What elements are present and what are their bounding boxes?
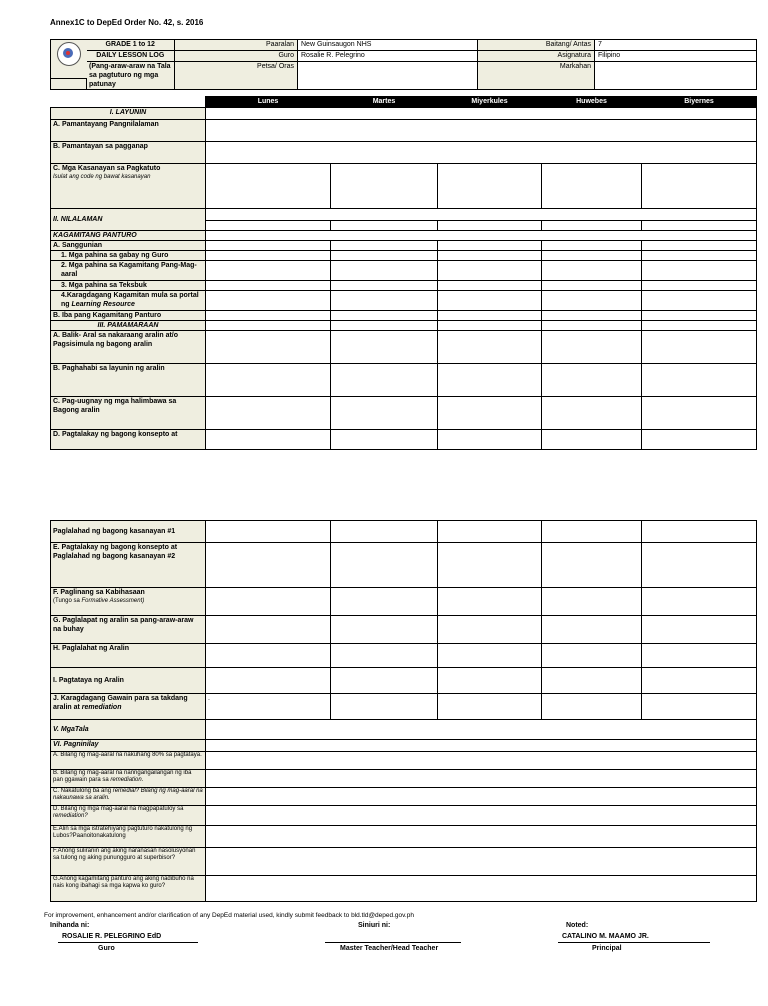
row-label: J. Karagdagang Gawain para sa takdang aralin at remediation (51, 694, 206, 720)
entry-cell[interactable] (542, 543, 642, 588)
section-pamamaraan: III. PAMAMARAAN (51, 321, 206, 331)
entry-cell[interactable] (206, 876, 757, 902)
entry-cell[interactable] (542, 321, 642, 331)
entry-cell[interactable] (206, 321, 331, 331)
row-label: B. Paghahabi sa layunin ng aralin (51, 364, 206, 397)
row-label: C. Pag-uugnay ng mga halimbawa sa Bagong aralin (51, 397, 206, 430)
entry-cell[interactable] (331, 521, 438, 543)
row-label: A. Sanggunian (51, 241, 206, 251)
section-mga-tala: V. MgaTala (51, 720, 206, 740)
row-label: B. Iba pang Kagamitang Panturo (51, 311, 206, 321)
row-label: B. Pamantayan sa pagganap (51, 142, 206, 164)
row-label: 2. Mga pahina sa Kagamitang Pang-Mag-aaral (51, 261, 206, 281)
entry-cell[interactable] (542, 164, 642, 209)
row-label: B. Bilang ng mag-aaral na nanngangailangan ng iba pan ggawain para sa remediation. (51, 770, 206, 788)
row-label: F. Paglinang sa Kabihasaan (Tungo sa Formative Assessment) (51, 588, 206, 616)
entry-cell[interactable] (642, 694, 757, 720)
entry-cell[interactable] (206, 543, 331, 588)
row-label: E. Pagtalakay ng bagong konsepto at Paglalahad ng bagong kasanayan #2 (51, 543, 206, 588)
asignatura-label: Asignatura (478, 51, 595, 62)
entry-cell[interactable] (438, 668, 542, 694)
entry-cell[interactable] (331, 397, 438, 430)
entry-cell[interactable] (642, 616, 757, 644)
row-label: A. Balik- Aral sa nakaraang aralin at/o Pagsisimula ng bagong aralin (51, 331, 206, 364)
entry-cell[interactable] (331, 331, 438, 364)
entry-cell[interactable] (438, 543, 542, 588)
entry-cell[interactable] (206, 291, 331, 311)
entry-cell[interactable] (542, 281, 642, 291)
entry-cell[interactable] (438, 430, 542, 450)
markahan-label: Markahan (478, 62, 595, 90)
entry-cell[interactable] (642, 281, 757, 291)
deped-seal-icon (57, 42, 81, 66)
row-label: D. Bilang ng mga mag-aaral na magpapatuloy sa remediation? (51, 806, 206, 826)
entry-cell[interactable] (542, 668, 642, 694)
entry-cell[interactable] (206, 364, 331, 397)
entry-cell[interactable] (331, 281, 438, 291)
petsa-label: Petsa/ Oras (175, 62, 298, 90)
day-header: Martes (331, 97, 438, 108)
entry-cell[interactable] (331, 616, 438, 644)
header-table (50, 39, 757, 90)
layunin-cell[interactable] (206, 108, 757, 120)
entry-cell[interactable] (206, 740, 757, 752)
entry-cell[interactable] (642, 321, 757, 331)
entry-cell[interactable] (642, 668, 757, 694)
entry-cell[interactable] (438, 261, 542, 281)
row-label: A. Bilang ng mag-aaral na nakuhang 80% sa pagtataya. (51, 752, 206, 770)
entry-cell[interactable] (206, 806, 757, 826)
entry-cell[interactable] (206, 848, 757, 876)
entry-cell[interactable] (331, 364, 438, 397)
guro-label: Guro (175, 51, 298, 62)
entry-cell[interactable] (206, 261, 331, 281)
row-label: A. Pamantayang Pangnilalaman (51, 120, 206, 142)
asignatura-value: Filipino (595, 51, 757, 62)
entry-cell[interactable] (206, 120, 757, 142)
entry-cell[interactable] (206, 231, 757, 241)
entry-cell[interactable] (542, 331, 642, 364)
entry-cell[interactable] (331, 588, 438, 616)
entry-cell[interactable] (331, 261, 438, 281)
row-label: C. Nakatulong ba ang remedial? Bilang ng mag-aaral na nakaunawa sa aralin. (51, 788, 206, 806)
entry-cell[interactable] (438, 321, 542, 331)
entry-cell[interactable] (642, 430, 757, 450)
deped-logo-cell (51, 40, 87, 79)
guro-value: Rosalie R. Pelegrino (298, 51, 478, 62)
row-label: E.Alin sa mga istratehiyang pagtuturo nakatulong ng Lubos?Paanoitonakatulong (51, 826, 206, 848)
entry-cell[interactable] (206, 142, 757, 164)
title-grade: GRADE 1 to 12 (87, 40, 175, 51)
entry-cell[interactable] (438, 251, 542, 261)
row-label: D. Pagtalakay ng bagong konsepto at (51, 430, 206, 450)
row-label: G.Anong kagamitang panturo ang aking nadibuho na nais kong ibahagi sa mga kapwa ko guro? (51, 876, 206, 902)
entry-cell[interactable] (642, 588, 757, 616)
entry-cell[interactable] (542, 430, 642, 450)
entry-cell[interactable] (438, 281, 542, 291)
day-header: Biyernes (642, 97, 757, 108)
entry-cell[interactable] (542, 397, 642, 430)
entry-cell[interactable] (206, 668, 331, 694)
entry-cell[interactable] (206, 588, 331, 616)
feedback-note: For improvement, enhancement and/or clarification of any DepEd material used, kindly submit feedback to bld.tld@deped.gov.ph (44, 912, 414, 919)
nilalaman-cell[interactable] (206, 209, 757, 221)
entry-cell[interactable] (206, 430, 331, 450)
row-label: G. Paglalapat ng aralin sa pang-araw-araw na buhay (51, 616, 206, 644)
entry-cell[interactable] (542, 588, 642, 616)
entry-cell[interactable] (438, 616, 542, 644)
siniuri-label: Siniuri ni: (358, 922, 391, 929)
logo-cell-bottom (51, 79, 87, 90)
entry-cell[interactable] (206, 241, 331, 251)
entry-cell[interactable] (642, 331, 757, 364)
entry-cell[interactable] (542, 261, 642, 281)
entry-cell[interactable] (542, 241, 642, 251)
corner-blank (51, 97, 206, 108)
entry-cell[interactable] (206, 720, 757, 740)
entry-cell[interactable] (206, 616, 331, 644)
inihanda-name: ROSALIE R. PELEGRINO EdD (62, 933, 162, 940)
row-label: Paglalahad ng bagong kasanayan #1 (51, 521, 206, 543)
entry-cell[interactable] (642, 521, 757, 543)
entry-cell[interactable] (331, 241, 438, 251)
entry-cell[interactable]: . (206, 694, 331, 720)
title-subtitle: (Pang-araw-araw na Tala sa pagtuturo ng mga patunay (87, 62, 175, 90)
entry-cell[interactable] (206, 644, 331, 668)
day-header: Lunes (206, 97, 331, 108)
entry-cell[interactable] (542, 644, 642, 668)
entry-cell[interactable] (642, 543, 757, 588)
section-nilalaman: II. NILALAMAN (51, 209, 206, 231)
day-header: Miyerkules (438, 97, 542, 108)
entry-cell[interactable] (642, 644, 757, 668)
day-header: Huwebes (542, 97, 642, 108)
entry-cell[interactable] (438, 694, 542, 720)
entry-cell[interactable] (642, 164, 757, 209)
entry-cell[interactable] (438, 291, 542, 311)
row-label: I. Pagtataya ng Aralin (51, 668, 206, 694)
noted-label: Noted: (566, 922, 589, 929)
row-label: 1. Mga pahina sa gabay ng Guro (51, 251, 206, 261)
entry-cell[interactable] (331, 321, 438, 331)
entry-cell[interactable] (438, 644, 542, 668)
title-dll: DAILY LESSON LOG (87, 51, 175, 62)
inihanda-role: Guro (98, 945, 115, 952)
entry-cell[interactable] (542, 521, 642, 543)
entry-cell[interactable] (206, 251, 331, 261)
entry-cell[interactable] (542, 364, 642, 397)
paaralan-value: New Guinsaugon NHS (298, 40, 478, 51)
entry-cell[interactable] (438, 521, 542, 543)
kasanayan-label: C. Mga Kasanayan sa Pagkatuto (53, 165, 161, 172)
entry-cell[interactable] (331, 221, 438, 231)
petsa-value (298, 62, 478, 90)
entry-cell[interactable] (331, 311, 438, 321)
entry-cell[interactable] (642, 261, 757, 281)
markahan-value (595, 62, 757, 90)
entry-cell[interactable] (642, 364, 757, 397)
section-kagamitang: KAGAMITANG PANTURO (51, 231, 206, 241)
lesson-log-table-part2 (50, 520, 757, 902)
row-label: H. Paglalahat ng Aralin (51, 644, 206, 668)
entry-cell[interactable] (331, 430, 438, 450)
signature-line (325, 942, 461, 943)
entry-cell[interactable] (438, 331, 542, 364)
entry-cell[interactable] (206, 397, 331, 430)
row-label: 4.Karagdagang Kagamitan mula sa portal ng Learning Resource (51, 291, 206, 311)
kasanayan-note: Isulat ang code ng bawat kasanayan (53, 174, 151, 180)
entry-cell[interactable] (438, 164, 542, 209)
entry-cell[interactable] (206, 331, 331, 364)
entry-cell[interactable] (542, 291, 642, 311)
lesson-log-table-part1 (50, 96, 757, 450)
entry-cell[interactable] (438, 221, 542, 231)
entry-cell[interactable] (331, 694, 438, 720)
entry-cell[interactable] (331, 668, 438, 694)
entry-cell[interactable] (206, 788, 757, 806)
baitang-label: Baitang/ Antas (478, 40, 595, 51)
siniuri-role: Master Teacher/Head Teacher (340, 945, 439, 952)
entry-cell[interactable] (331, 251, 438, 261)
entry-cell[interactable] (438, 588, 542, 616)
entry-cell[interactable] (542, 694, 642, 720)
entry-cell[interactable] (206, 521, 331, 543)
entry-cell[interactable] (642, 241, 757, 251)
entry-cell[interactable] (331, 543, 438, 588)
entry-cell[interactable] (206, 221, 331, 231)
annex-reference: Annex1C to DepEd Order No. 42, s. 2016 (50, 18, 204, 27)
noted-name: CATALINO M. MAAMO JR. (562, 933, 649, 940)
row-label: F.Anong suliranin ang aking naranasan nasolusyonan sa tulong ng aking punungguro at superbisor? (51, 848, 206, 876)
entry-cell[interactable] (206, 281, 331, 291)
entry-cell[interactable] (542, 221, 642, 231)
entry-cell[interactable] (206, 826, 757, 848)
entry-cell[interactable] (542, 616, 642, 644)
row-label: 3. Mga pahina sa Teksbuk (51, 281, 206, 291)
signature-line (58, 942, 198, 943)
inihanda-label: Inihanda ni: (50, 922, 90, 929)
noted-role: Principal (592, 945, 622, 952)
entry-cell[interactable] (542, 311, 642, 321)
entry-cell[interactable] (642, 251, 757, 261)
entry-cell[interactable] (331, 164, 438, 209)
paaralan-label: Paaralan (175, 40, 298, 51)
signature-line (558, 942, 710, 943)
row-label (51, 164, 206, 209)
entry-cell[interactable] (206, 164, 331, 209)
entry-cell[interactable] (206, 311, 331, 321)
entry-cell[interactable] (642, 221, 757, 231)
section-pagninilay: VI. Pagninilay (51, 740, 206, 752)
entry-cell[interactable] (206, 770, 757, 788)
entry-cell[interactable] (438, 311, 542, 321)
entry-cell[interactable] (206, 752, 757, 770)
entry-cell[interactable] (542, 251, 642, 261)
entry-cell[interactable] (438, 241, 542, 251)
entry-cell[interactable] (642, 397, 757, 430)
entry-cell[interactable] (331, 291, 438, 311)
entry-cell[interactable] (331, 644, 438, 668)
entry-cell[interactable] (438, 397, 542, 430)
section-layunin: I. LAYUNIN (51, 108, 206, 120)
entry-cell[interactable] (642, 311, 757, 321)
entry-cell[interactable] (642, 291, 757, 311)
entry-cell[interactable] (438, 364, 542, 397)
baitang-value: 7 (595, 40, 757, 51)
